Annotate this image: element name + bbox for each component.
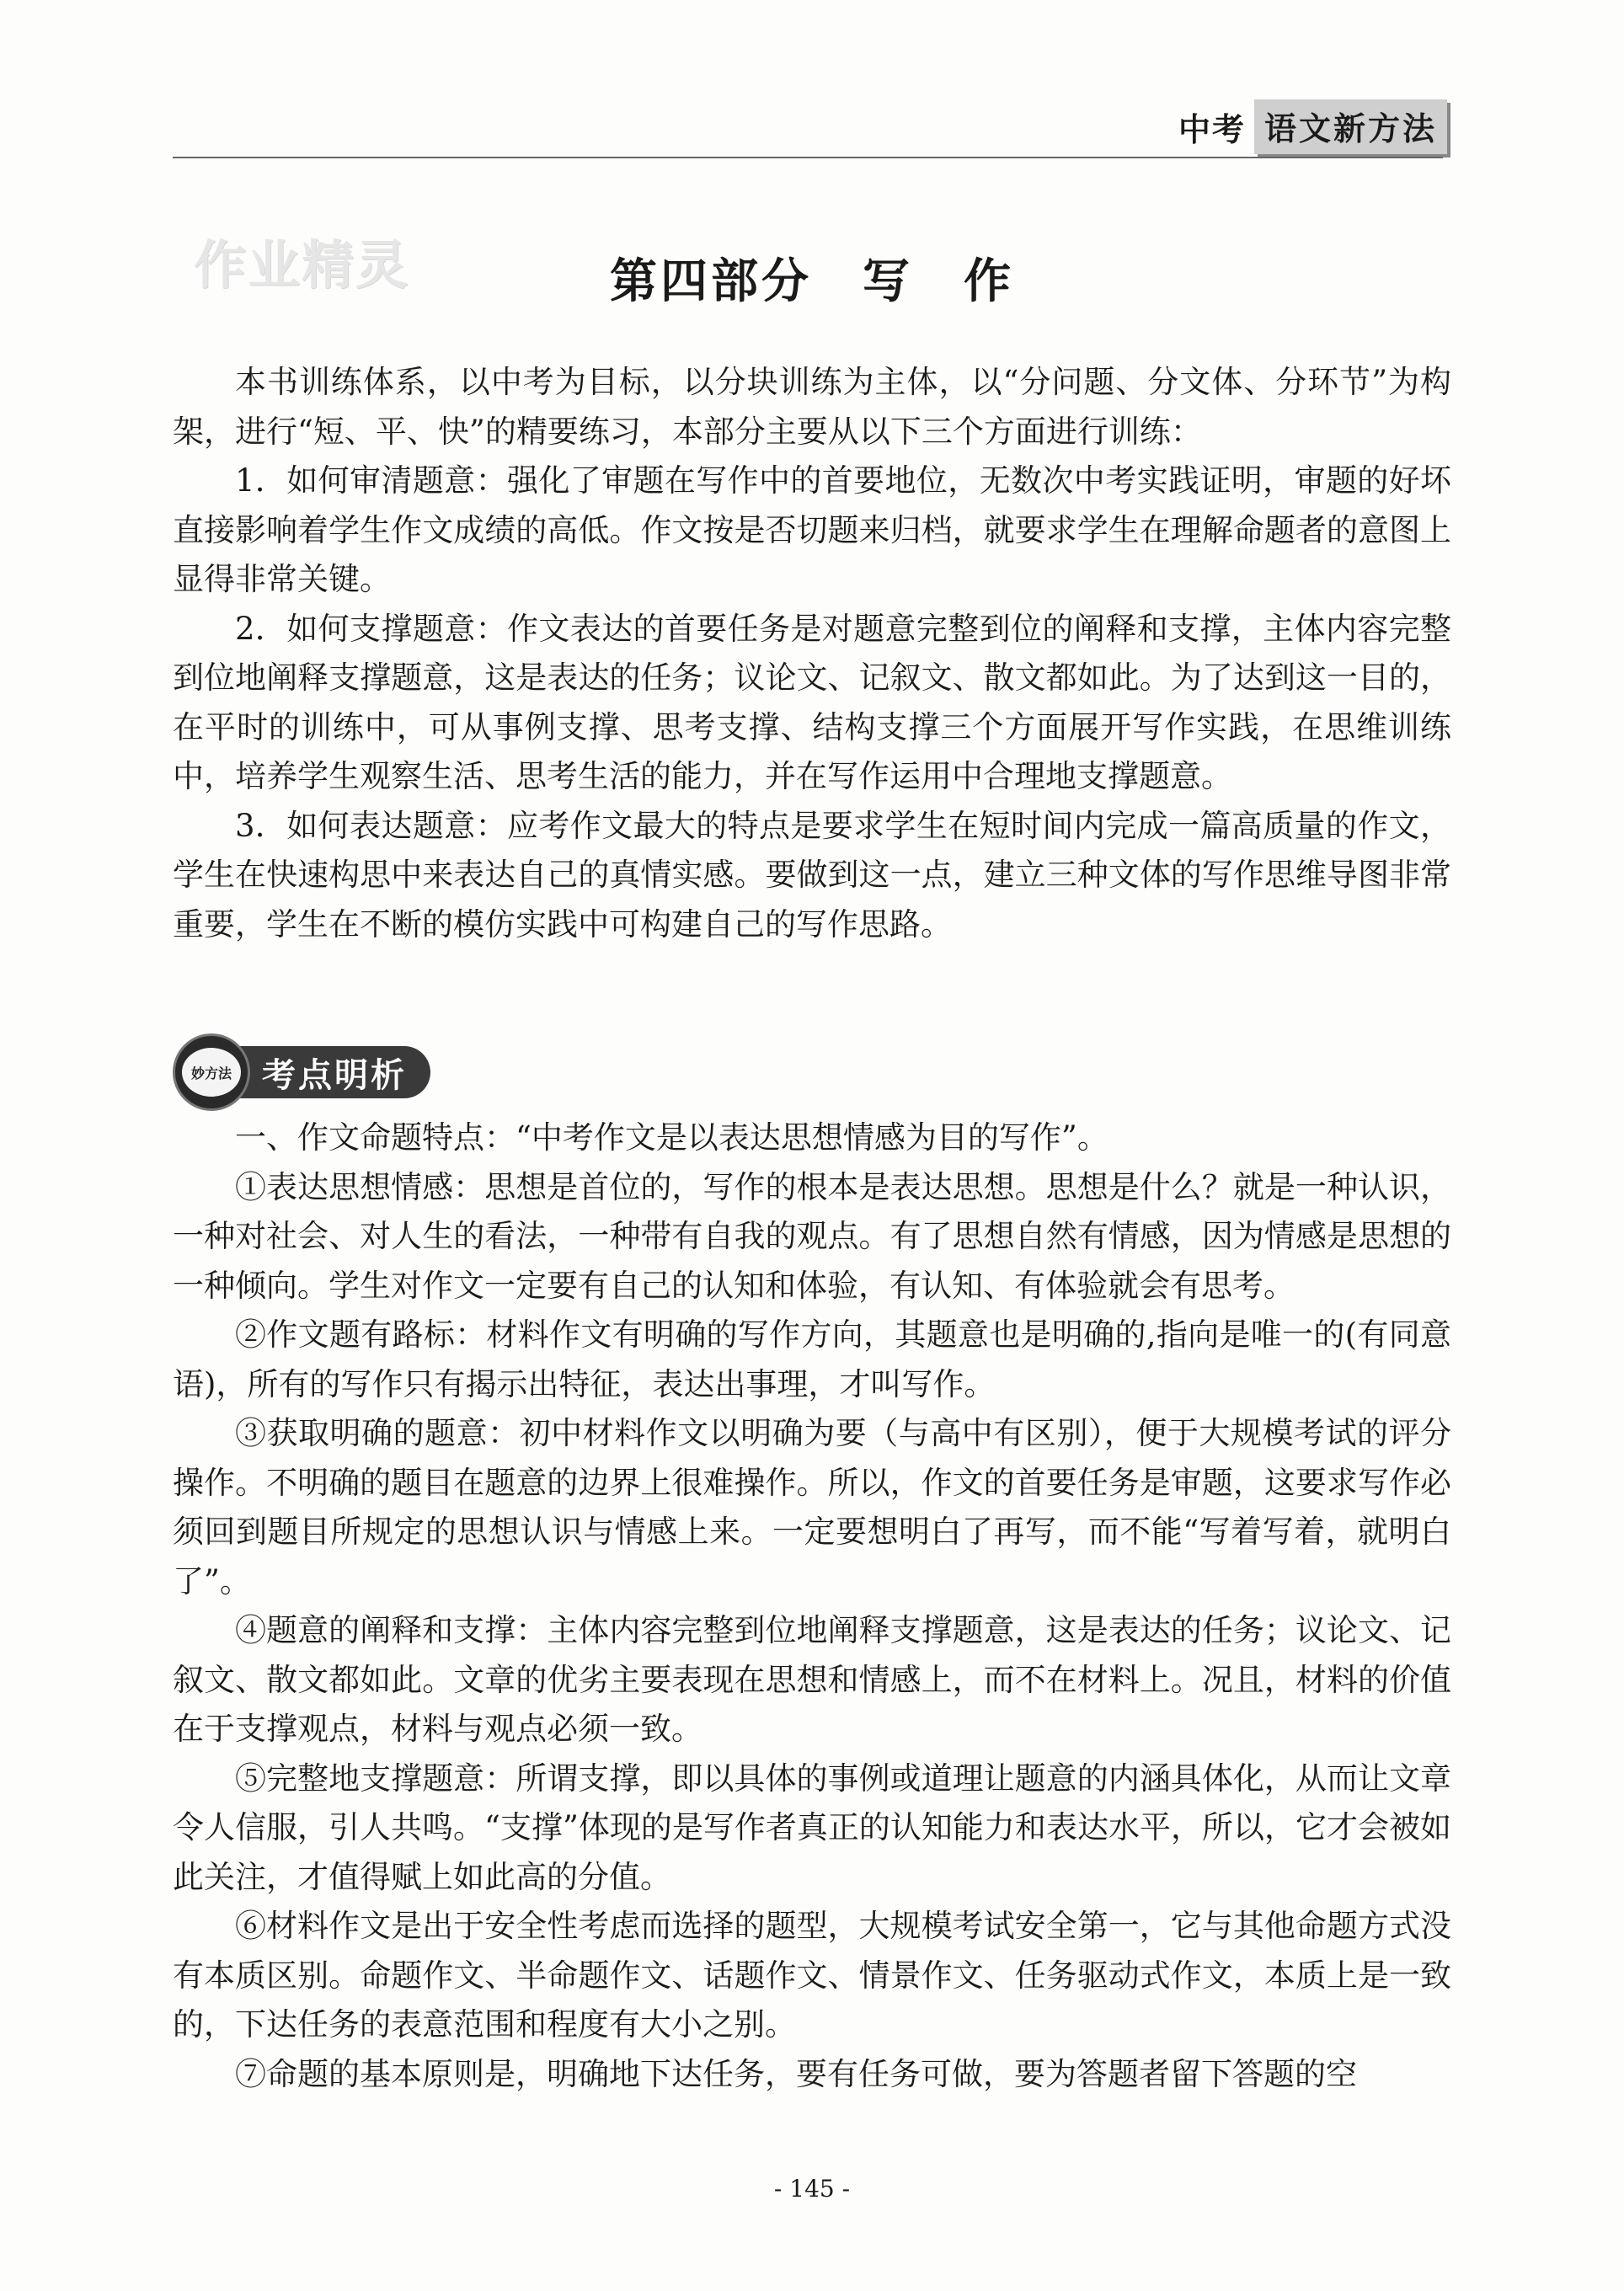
header-label-right: 语文新方法 xyxy=(1254,99,1447,154)
analysis-paragraph: ⑦命题的基本原则是，明确地下达任务，要有任务可做，要为答题者留下答题的空 xyxy=(235,2055,1357,2092)
badge-text: 妙方法 xyxy=(182,1048,241,1097)
header-label-left: 中考 xyxy=(1178,109,1246,148)
intro-paragraph: 本书训练体系，以中考为目标，以分块训练为主体，以“分问题、分文体、分环节”为构架，进行“短、平、快”的精要练习，本部分主要从以下三个方面进行训练： xyxy=(173,364,1451,450)
running-header xyxy=(1178,101,1447,152)
section-badge-icon xyxy=(173,1033,250,1111)
intro-section xyxy=(173,358,1451,949)
intro-paragraph: 2．如何支撑题意：作文表达的首要任务是对题意完整到位的阐释和支撑，主体内容完整到位地阐释支撑题意，这是表达的任务；议论文、记叙文、散文都如此。为了达到这一目的，在平时的训练中，可从事例支撑、思考支撑、结构支撑三个方面展开写作实践，在思维训练中，培养学生观察生活、思考生活的能力，并在写作运用中合理地支撑题意。 xyxy=(173,610,1451,794)
analysis-paragraph: ②作文题有路标：材料作文有明确的写作方向，其题意也是明确的,指向是唯一的(有同意语)，所有的写作只有揭示出特征，表达出事理，才叫写作。 xyxy=(173,1316,1451,1402)
analysis-paragraph: ③获取明确的题意：初中材料作文以明确为要（与高中有区别），便于大规模考试的评分操作。不明确的题目在题意的边界上很难操作。所以，作文的首要任务是审题，这要求写作必须回到题目所规定的思想认识与情感上来。一定要想明白了再写，而不能“写着写着，就明白了”。 xyxy=(173,1415,1451,1599)
intro-paragraph: 3．如何表达题意：应考作文最大的特点是要求学生在短时间内完成一篇高质量的作文，学生在快速构思中来表达自己的真情实感。要做到这一点，建立三种文体的写作思维导图非常重要，学生在不断的模仿实践中可构建自己的写作思路。 xyxy=(173,807,1451,943)
analysis-paragraph: ④题意的阐释和支撑：主体内容完整到位地阐释支撑题意，这是表达的任务；议论文、记叙文、散文都如此。文章的优劣主要表现在思想和情感上，而不在材料上。况且，材料的价值在于支撑观点，材料与观点必须一致。 xyxy=(173,1612,1451,1747)
page-number: - 145 - xyxy=(773,2175,851,2203)
section-heading: 考点明析 xyxy=(225,1046,430,1098)
page-title: 第四部分 写 作 xyxy=(610,254,1014,309)
analysis-paragraph: ⑥材料作文是出于安全性考虑而选择的题型，大规模考试安全第一，它与其他命题方式没有本质区别。命题作文、半命题作文、话题作文、情景作文、任务驱动式作文，本质上是一致的，下达任务的表意范围和程度有大小之别。 xyxy=(173,1908,1451,2043)
analysis-paragraph: ①表达思想情感：思想是首位的，写作的根本是表达思想。思想是什么？就是一种认识，一种对社会、对人生的看法，一种带有自我的观点。有了思想自然有情感，因为情感是思想的一种倾向。学生对作文一定要有自己的认知和体验，有认知、有体验就会有思考。 xyxy=(173,1168,1451,1304)
section-banner xyxy=(173,1034,430,1110)
analysis-section xyxy=(173,1113,1451,2099)
analysis-paragraph: ⑤完整地支撑题意：所谓支撑，即以具体的事例或道理让题意的内涵具体化，从而让文章令人信服，引人共鸣。“支撑”体现的是写作者真正的认知能力和表达水平，所以，它才会被如此关注，才值得赋上如此高的分值。 xyxy=(173,1760,1451,1895)
watermark: 作业精灵 xyxy=(194,234,410,296)
analysis-paragraph: 一、作文命题特点：“中考作文是以表达思想情感为目的写作”。 xyxy=(235,1119,1108,1156)
header-divider xyxy=(173,157,1443,158)
intro-paragraph: 1．如何审清题意：强化了审题在写作中的首要地位，无数次中考实践证明，审题的好坏直接影响着学生作文成绩的高低。作文按是否切题来归档，就要求学生在理解命题者的意图上显得非常关键。 xyxy=(173,462,1451,597)
